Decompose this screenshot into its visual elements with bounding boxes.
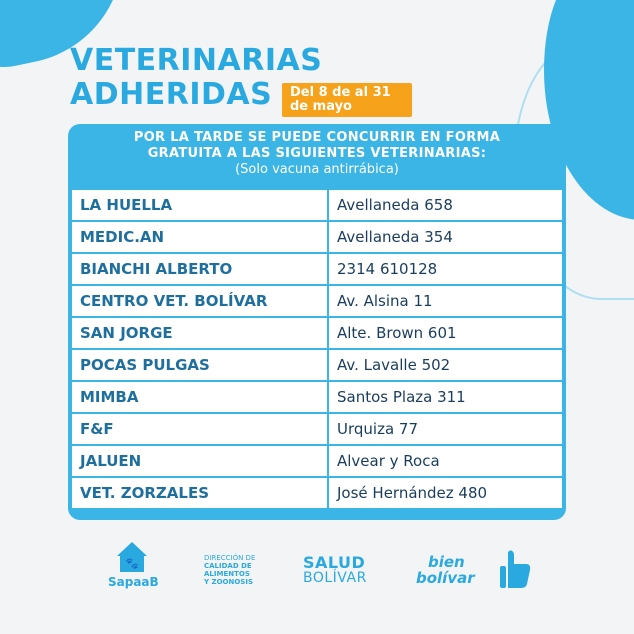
table-row [72,190,562,220]
vet-address: Avellaneda 354 [329,222,562,252]
vet-name: MEDIC.AN [72,222,327,252]
paw-icon: 🐾 [120,556,144,572]
vet-name: BIANCHI ALBERTO [72,254,327,284]
vet-address: Av. Lavalle 502 [329,350,562,380]
table-row [72,414,562,444]
vet-name: CENTRO VET. BOLÍVAR [72,286,327,316]
table-row [72,318,562,348]
table-row [72,350,562,380]
direccion-line-1: DIRECCIÓN DE [204,554,256,562]
house-icon [117,542,147,556]
panel-subheading: (Solo vacuna antirrábica) [235,162,399,177]
vet-address: 2314 610128 [329,254,562,284]
vet-name: JALUEN [72,446,327,476]
vet-address: Av. Alsina 11 [329,286,562,316]
panel-heading [68,130,566,178]
vet-name: SAN JORGE [72,318,327,348]
title-line-1: VETERINARIAS [70,43,323,78]
bien-text: bien [428,553,465,571]
table-row [72,254,562,284]
vet-address: José Hernández 480 [329,478,562,508]
vet-name: POCAS PULGAS [72,350,327,380]
title-line-2: ADHERIDAS [70,77,273,112]
thumbs-up-icon [498,548,532,590]
vet-address: Urquiza 77 [329,414,562,444]
vet-name: MIMBA [72,382,327,412]
panel-heading-line-1: POR LA TARDE SE PUEDE CONCURRIR EN FORMA [133,130,501,145]
vet-address: Santos Plaza 311 [329,382,562,412]
footer-logos [0,540,634,600]
direccion-line-2: CALIDAD DE [204,562,252,570]
table-row [72,222,562,252]
bolivar-script-text: bolívar [416,569,475,587]
vet-address: Alvear y Roca [329,446,562,476]
table-row [72,286,562,316]
table-row [72,478,562,508]
bolivar-text: BOLÍVAR [303,570,367,586]
vet-address: Avellaneda 658 [329,190,562,220]
table-row [72,446,562,476]
bien-bolivar-logo [416,548,536,598]
vet-name: VET. ZORZALES [72,478,327,508]
veterinarias-table [72,190,562,510]
table-row [72,382,562,412]
vet-address: Alte. Brown 601 [329,318,562,348]
veterinarias-panel [68,124,566,520]
vet-name: LA HUELLA [72,190,327,220]
sapaab-text: SapaaB [108,575,159,589]
direccion-line-4: Y ZOONOSIS [204,578,253,586]
direccion-logo [204,554,255,586]
sapaab-logo [108,542,159,598]
date-badge: Del 8 de al 31 de mayo [282,83,412,117]
salud-text: SALUD [303,553,366,572]
salud-bolivar-logo [303,554,367,586]
vet-name: F&F [72,414,327,444]
panel-heading-line-2: GRATUITA A LAS SIGUIENTES VETERINARIAS: [147,146,487,161]
direccion-line-3: ALIMENTOS [204,570,250,578]
